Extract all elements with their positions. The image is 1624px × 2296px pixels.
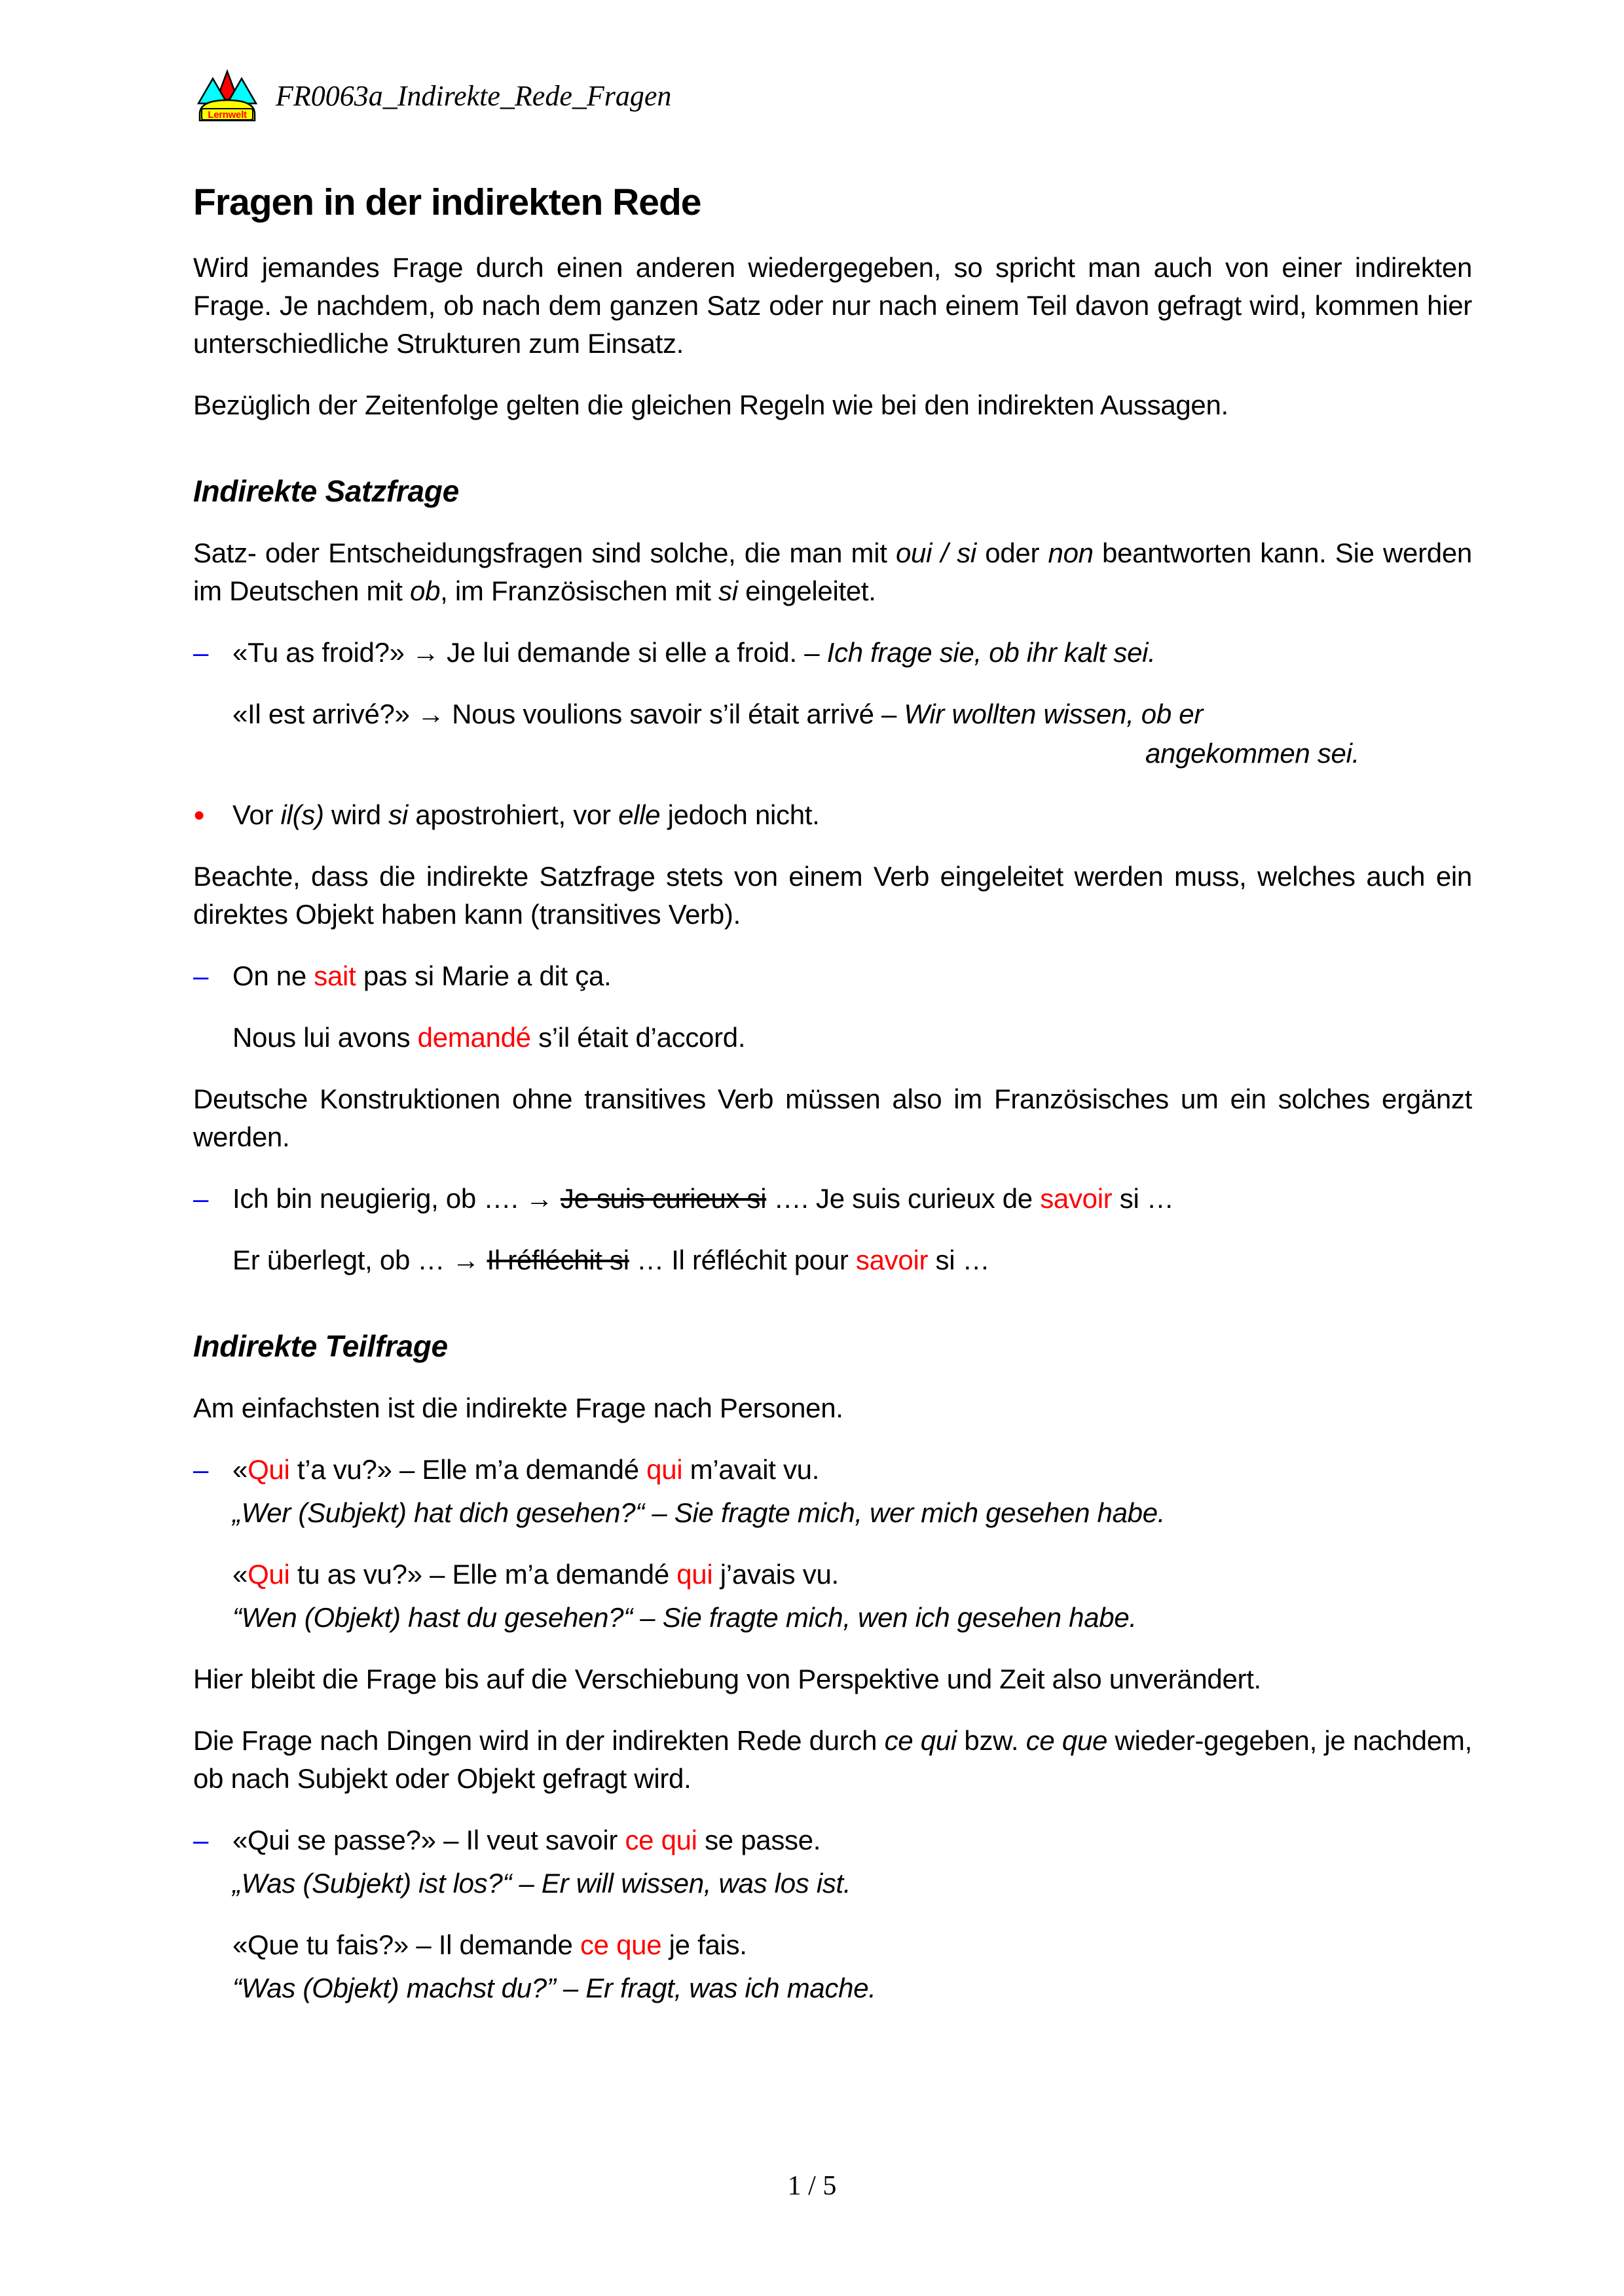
bullet-text xyxy=(232,1451,1472,1489)
bullet-dash-marker: – xyxy=(193,1454,209,1485)
text-run: «Tu as froid?» → Je lui demande si elle a froid. – xyxy=(232,637,827,668)
document-id: FR0063a_Indirekte_Rede_Fragen xyxy=(276,79,672,112)
translation-wer-subjekt xyxy=(193,1494,1472,1532)
text-run: Qui xyxy=(248,1559,290,1590)
text-run: wird xyxy=(323,799,389,830)
bullet-on-ne-sait xyxy=(193,957,1472,995)
text-run: non xyxy=(1048,538,1094,568)
text-run: Ich bin neugierig, ob …. → xyxy=(232,1183,561,1214)
text-run: sait xyxy=(314,960,356,991)
text-run: m’avait vu. xyxy=(682,1454,820,1485)
text-run: Bezüglich der Zeitenfolge gelten die gleichen Regeln wie bei den indirekten Aussagen. xyxy=(193,390,1228,420)
section-heading-teilfrage xyxy=(193,1326,1472,1366)
text-run: Je suis curieux si xyxy=(560,1183,767,1214)
text-run: On ne xyxy=(232,960,314,991)
example-nous-lui-avons xyxy=(193,1019,1472,1057)
text-run: pas si Marie a dit ça. xyxy=(356,960,612,991)
example-il-est-arrive xyxy=(193,695,1472,733)
text-run: tu as vu?» – Elle m’a demandé xyxy=(289,1559,677,1590)
text-run: Er überlegt, ob … → xyxy=(232,1245,487,1275)
translation-continuation xyxy=(193,735,1472,773)
text-run: si … xyxy=(928,1245,990,1275)
translation-was-subjekt xyxy=(193,1865,1472,1903)
text-run: Ich frage sie, ob ihr kalt sei. xyxy=(826,637,1156,668)
translation-was-objekt xyxy=(193,1969,1472,2007)
text-run: … Il réfléchit pour xyxy=(629,1245,856,1275)
paragraph-satzfrage xyxy=(193,534,1472,610)
text-run: angekommen sei. xyxy=(1145,738,1359,769)
text-run: Satz- oder Entscheidungsfragen sind solche, die man mit xyxy=(193,538,896,568)
bullet-text xyxy=(232,796,1472,834)
page-number: 1 / 5 xyxy=(787,2171,837,2201)
bullet-dash-marker: – xyxy=(193,960,209,991)
paragraph-hier-bleibt xyxy=(193,1660,1472,1698)
text-run: t’a vu?» – Elle m’a demandé xyxy=(289,1454,647,1485)
bullet-dash-marker: – xyxy=(193,1825,209,1855)
bullet-dash-marker: – xyxy=(193,637,209,668)
bullet-tu-as-froid xyxy=(193,634,1472,672)
bullet-text xyxy=(232,1180,1472,1218)
text-run: Hier bleibt die Frage bis auf die Verschiebung von Perspektive und Zeit also unverändert. xyxy=(193,1664,1261,1694)
text-run: , im Französischen mit xyxy=(440,575,719,606)
text-run: oder xyxy=(976,538,1048,568)
example-que-tu-fais xyxy=(193,1926,1472,1964)
paragraph-intro xyxy=(193,249,1472,363)
text-run: «Qui se passe?» – Il veut savoir xyxy=(232,1825,625,1855)
text-run: «Il est arrivé?» → Nous voulions savoir s’il était arrivé – xyxy=(232,699,904,729)
text-run: demandé xyxy=(417,1022,531,1053)
text-run: bzw. xyxy=(956,1725,1026,1756)
example-qui-tu-as-vu xyxy=(193,1556,1472,1594)
text-run: Am einfachsten ist die indirekte Frage nach Personen. xyxy=(193,1393,843,1423)
text-run: Deutsche Konstruktionen ohne transitives Verb müssen also im Französisches um ein solches ergänzt werden. xyxy=(193,1084,1472,1152)
bullet-dash-marker: – xyxy=(193,1183,209,1214)
text-run: je fais. xyxy=(661,1929,747,1960)
text-run: « xyxy=(232,1454,248,1485)
page-title xyxy=(193,179,1472,225)
text-run: Vor xyxy=(232,799,281,830)
text-run: “Wen (Objekt) hast du gesehen?“ – Sie fragte mich, wen ich gesehen habe. xyxy=(232,1602,1137,1633)
text-run: beantworten kann. Sie werden im Deutschen mit xyxy=(193,538,1472,606)
text-run: apostrohiert, vor xyxy=(407,799,619,830)
text-run: Nous lui avons xyxy=(232,1022,418,1053)
text-run: Beachte, dass die indirekte Satzfrage stets von einem Verb eingeleitet werden muss, welches auch ein direktes Objekt haben kann (transitives Verb). xyxy=(193,861,1472,930)
bullet-qui-se-passe xyxy=(193,1821,1472,1859)
text-run: …. Je suis curieux de xyxy=(766,1183,1041,1214)
note-apostrophe xyxy=(193,796,1472,834)
text-run: savoir xyxy=(855,1245,929,1275)
text-run: “Was (Objekt) machst du?” – Er fragt, was ich mache. xyxy=(232,1973,876,2003)
text-run: si xyxy=(718,575,738,606)
text-run: si xyxy=(388,799,408,830)
text-run: j’avais vu. xyxy=(712,1559,839,1590)
text-run: s’il était d’accord. xyxy=(530,1022,746,1053)
paragraph-zeitenfolge xyxy=(193,386,1472,424)
logo-label: Lernwelt xyxy=(208,109,247,120)
text-run: oui / si xyxy=(895,538,976,568)
text-run: qui xyxy=(646,1454,683,1485)
text-run: ce qui xyxy=(625,1825,697,1855)
bullet-text xyxy=(232,957,1472,995)
text-run: Wird jemandes Frage durch einen anderen wiedergegeben, so spricht man auch von einer indirekten Frage. Je nachdem, ob nach dem ganzen Satz oder nur nach einem Teil davon gefragt wird, kommen hier unterschiedliche Strukturen zum Einsatz. xyxy=(193,252,1472,359)
content-blocks xyxy=(193,179,1472,2007)
text-run: Indirekte Satzfrage xyxy=(193,474,459,508)
lernwelt-logo-icon xyxy=(193,69,261,122)
bullet-qui-ta-vu xyxy=(193,1451,1472,1489)
text-run: savoir xyxy=(1040,1183,1113,1214)
text-run: elle xyxy=(618,799,661,830)
text-run: jedoch nicht. xyxy=(660,799,820,830)
text-run: „Was (Subjekt) ist los?“ – Er will wissen, was los ist. xyxy=(232,1868,851,1899)
text-run: si … xyxy=(1112,1183,1174,1214)
text-run: se passe. xyxy=(697,1825,821,1855)
bullet-dot-marker: ● xyxy=(193,804,205,826)
translation-wen-objekt xyxy=(193,1599,1472,1637)
text-run: Il réfléchit si xyxy=(487,1245,629,1275)
example-er-ueberlegt xyxy=(193,1241,1472,1279)
text-run: ce qui xyxy=(884,1725,957,1756)
paragraph-teilfrage xyxy=(193,1389,1472,1427)
text-run: Wir wollten wissen, ob er xyxy=(904,699,1204,729)
text-run: « xyxy=(232,1559,248,1590)
text-run: Die Frage nach Dingen wird in der indirekten Rede durch xyxy=(193,1725,885,1756)
text-run: ce que xyxy=(580,1929,662,1960)
text-run: ce que xyxy=(1025,1725,1108,1756)
text-run: wieder-gegeben, je nachdem, ob nach Subjekt oder Objekt gefragt wird. xyxy=(193,1725,1472,1794)
page-header xyxy=(193,69,1472,122)
text-run: ob xyxy=(410,575,441,606)
paragraph-deutsche-konstruktionen xyxy=(193,1080,1472,1156)
bullet-text xyxy=(232,1821,1472,1859)
text-run: Fragen in der indirekten Rede xyxy=(193,181,701,223)
text-run: „Wer (Subjekt) hat dich gesehen?“ – Sie fragte mich, wer mich gesehen habe. xyxy=(232,1497,1166,1528)
text-run: «Que tu fais?» – Il demande xyxy=(232,1929,580,1960)
text-run: Indirekte Teilfrage xyxy=(193,1329,448,1363)
bullet-ich-bin-neugierig xyxy=(193,1180,1472,1218)
text-run: qui xyxy=(676,1559,713,1590)
text-run: Qui xyxy=(248,1454,290,1485)
paragraph-beachte xyxy=(193,858,1472,934)
text-run: eingeleitet. xyxy=(737,575,876,606)
text-run: il(s) xyxy=(280,799,324,830)
bullet-text xyxy=(232,634,1472,672)
section-heading-satzfrage xyxy=(193,471,1472,511)
paragraph-frage-nach-dingen xyxy=(193,1722,1472,1798)
